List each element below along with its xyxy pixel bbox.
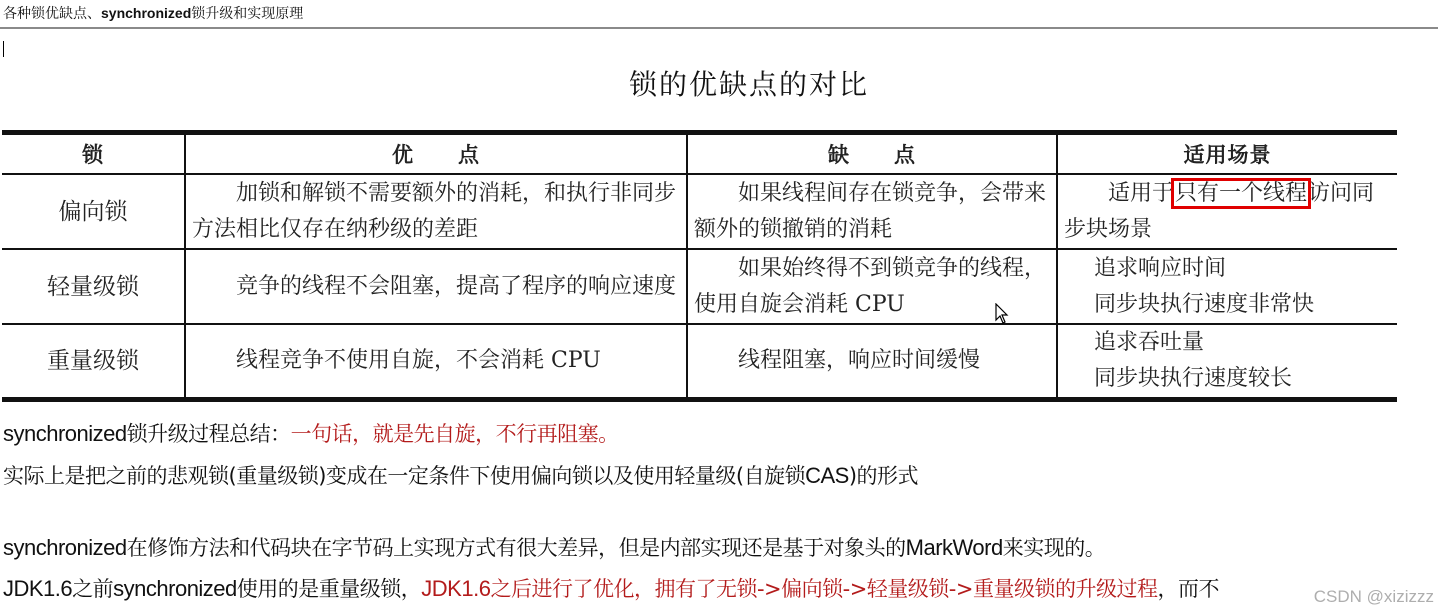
scenario-text: 适用于 bbox=[1108, 180, 1175, 206]
para-text: 使用的是重量级锁， bbox=[236, 577, 422, 601]
cell-pros: 竞争的线程不会阻塞，提高了程序的响应速度 bbox=[185, 249, 687, 324]
scenario-line: 追求吞吐量 bbox=[1094, 330, 1205, 355]
latin-text: synchronized bbox=[3, 535, 127, 560]
watermark: CSDN @xizizzz bbox=[1313, 587, 1434, 606]
title-suffix: 锁升级和实现原理 bbox=[191, 6, 304, 22]
latin-text: MarkWord bbox=[905, 535, 1003, 560]
cell-pros: 加锁和解锁不需要额外的消耗，和执行非同步方法相比仅存在纳秒级的差距 bbox=[185, 174, 687, 249]
title-latin: synchronized bbox=[101, 5, 192, 21]
cell-pros: 线程竞争不使用自旋，不会消耗 CPU bbox=[185, 324, 687, 400]
highlight-box: 只有一个线程 bbox=[1175, 180, 1308, 206]
latin-text: JDK1.6 bbox=[3, 576, 73, 601]
cell-cons: 如果始终得不到锁竞争的线程，使用自旋会消耗 CPU bbox=[687, 249, 1057, 324]
table-row bbox=[2, 249, 1397, 324]
scenario-line: 同步块执行速度非常快 bbox=[1094, 291, 1315, 317]
para-text: 之前 bbox=[72, 577, 114, 601]
document-title bbox=[3, 5, 303, 22]
cell-cons: 线程阻塞，响应时间缓慢 bbox=[687, 324, 1057, 400]
para-text: 实际上是把之前的悲观锁(重量级锁)变成在一定条件下使用偏向锁以及使用轻量级(自旋锁 bbox=[3, 464, 806, 488]
header-cons: 缺 点 bbox=[687, 133, 1057, 175]
latin-text: CAS bbox=[805, 463, 849, 488]
scenario-line: 追求响应时间 bbox=[1094, 255, 1227, 281]
para-text: 来实现的。 bbox=[1002, 536, 1106, 560]
table-row bbox=[2, 174, 1397, 249]
cell-lock: 轻量级锁 bbox=[2, 249, 185, 324]
cell-lock: 重量级锁 bbox=[2, 324, 185, 400]
cell-lock: 偏向锁 bbox=[2, 174, 185, 249]
para-text: )的形式 bbox=[848, 464, 919, 488]
jdk-paragraph bbox=[3, 573, 1219, 603]
emphasis-latin: JDK1.6 bbox=[421, 576, 491, 601]
table-header-row bbox=[2, 133, 1397, 175]
embedded-figure bbox=[0, 55, 1438, 405]
explanation-paragraph bbox=[3, 460, 918, 490]
scenario-text: 访问同步块场景 bbox=[1064, 180, 1375, 242]
cell-scenario bbox=[1057, 174, 1397, 249]
para-text: ，而不 bbox=[1157, 577, 1219, 601]
para-text: 锁升级过程总结： bbox=[126, 422, 291, 446]
cell-scenario bbox=[1057, 324, 1397, 400]
scenario-line: 同步块执行速度较长 bbox=[1094, 366, 1293, 391]
emphasis-text: 之后进行了优化，拥有了无锁->偏向锁->轻量级锁->重量级锁的升级过程 bbox=[490, 577, 1158, 601]
summary-paragraph bbox=[3, 418, 619, 448]
latin-text: synchronized bbox=[113, 576, 237, 601]
title-prefix: 各种锁优缺点、 bbox=[3, 6, 101, 22]
header-lock: 锁 bbox=[2, 133, 185, 175]
header-pros: 优 点 bbox=[185, 133, 687, 175]
para-text: 在修饰方法和代码块在字节码上实现方式有很大差异，但是内部实现还是基于对象头的 bbox=[126, 536, 906, 560]
header-scenario: 适用场景 bbox=[1057, 133, 1397, 175]
cell-scenario bbox=[1057, 249, 1397, 324]
lock-comparison-table bbox=[2, 130, 1397, 402]
cell-cons: 如果线程间存在锁竞争，会带来额外的锁撤销的消耗 bbox=[687, 174, 1057, 249]
implementation-paragraph bbox=[3, 532, 1105, 562]
mouse-pointer-icon bbox=[995, 303, 1009, 325]
figure-caption: 锁的优缺点的对比 bbox=[628, 68, 869, 101]
document-title-bar bbox=[0, 0, 1438, 29]
table-row bbox=[2, 324, 1397, 400]
emphasis-text: 一句话，就是先自旋，不行再阻塞。 bbox=[290, 422, 619, 446]
latin-text: synchronized bbox=[3, 421, 127, 446]
